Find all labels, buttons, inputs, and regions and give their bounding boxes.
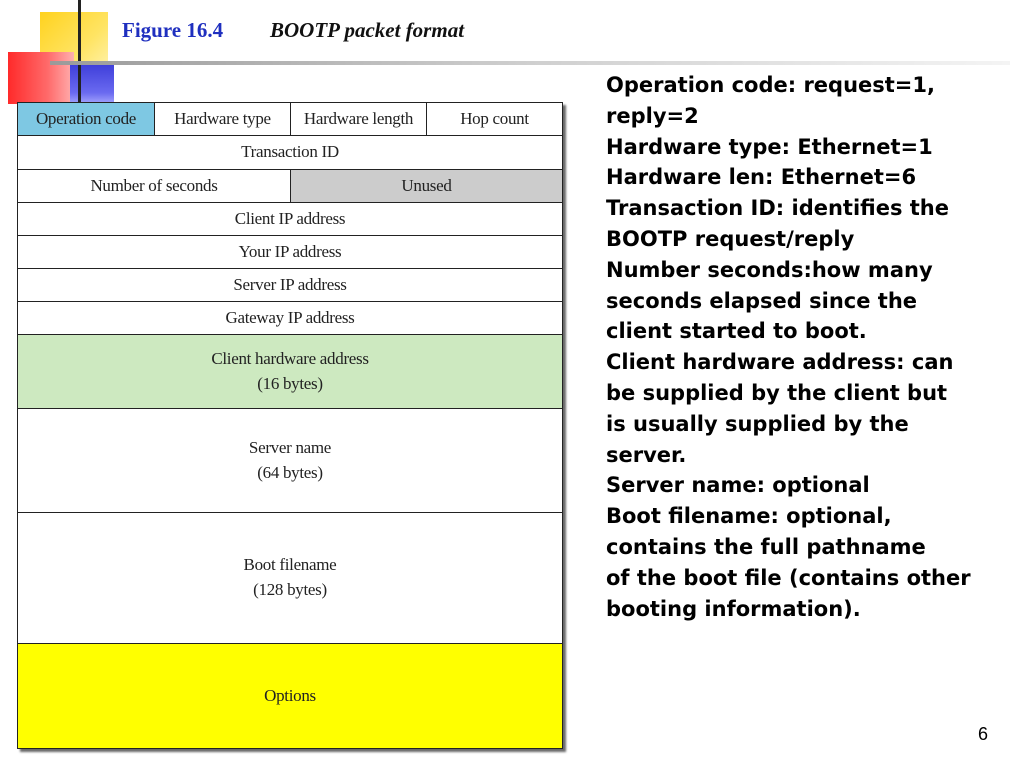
note-line: Operation code: request=1, bbox=[606, 73, 935, 97]
field-client-hardware-address-label: Client hardware address bbox=[211, 348, 369, 368]
note-line: be supplied by the client but bbox=[606, 380, 948, 405]
field-hop-count bbox=[427, 103, 562, 136]
note-line: contains the full pathname bbox=[606, 534, 926, 559]
note-line: BOOTP request/reply bbox=[606, 226, 855, 251]
field-server-name-label: Server name bbox=[248, 437, 332, 457]
field-gateway-ip-address-label: Gateway IP address bbox=[225, 307, 355, 327]
field-transaction-id-label: Transaction ID bbox=[241, 142, 339, 162]
field-client-ip-address-label: Client IP address bbox=[234, 208, 346, 228]
field-transaction-id bbox=[18, 136, 562, 170]
field-hardware-type-label: Hardware type bbox=[174, 108, 271, 128]
field-operation-code bbox=[18, 103, 155, 136]
field-options bbox=[18, 644, 562, 748]
note-line: Boot filename: optional, bbox=[606, 504, 892, 529]
field-boot-filename bbox=[18, 513, 562, 644]
field-boot-filename-size: (128 bytes) bbox=[253, 580, 327, 599]
field-hardware-type bbox=[155, 103, 291, 136]
field-client-ip-address bbox=[18, 203, 562, 236]
field-client-hardware-address bbox=[18, 335, 562, 409]
field-operation-code-label: Operation code bbox=[35, 108, 137, 128]
field-hardware-length-label: Hardware length bbox=[303, 108, 414, 128]
field-hardware-length bbox=[291, 103, 427, 136]
note-line: client started to boot. bbox=[606, 319, 867, 344]
title-underline bbox=[50, 61, 1010, 65]
field-number-of-seconds bbox=[18, 170, 291, 203]
decorative-vertical-line bbox=[78, 0, 81, 106]
field-server-ip-address bbox=[18, 269, 562, 302]
note-line: of the boot file (contains other bbox=[606, 565, 971, 590]
decorative-red-block bbox=[8, 52, 74, 104]
decorative-blue-block bbox=[70, 62, 114, 106]
bootp-packet-diagram bbox=[17, 102, 563, 749]
note-line: seconds elapsed since the bbox=[606, 288, 918, 313]
note-line: Transaction ID: identifies the bbox=[606, 196, 950, 221]
field-your-ip-address bbox=[18, 236, 562, 269]
note-line: reply=2 bbox=[606, 103, 699, 128]
note-line: booting information). bbox=[606, 596, 861, 621]
field-boot-filename-label: Boot filename bbox=[243, 555, 337, 575]
page-number: 6 bbox=[978, 724, 989, 744]
field-unused-label: Unused bbox=[401, 175, 452, 195]
field-your-ip-address-label: Your IP address bbox=[238, 241, 342, 261]
figure-number: Figure 16.4 bbox=[122, 18, 224, 42]
note-line: Hardware len: Ethernet=6 bbox=[606, 165, 917, 190]
field-unused bbox=[291, 170, 562, 203]
field-options-label: Options bbox=[264, 685, 316, 705]
field-gateway-ip-address bbox=[18, 302, 562, 335]
figure-caption: BOOTP packet format bbox=[270, 18, 465, 42]
field-number-of-seconds-label: Number of seconds bbox=[90, 175, 218, 195]
field-hop-count-label: Hop count bbox=[460, 108, 529, 128]
note-line: Server name: optional bbox=[606, 473, 870, 498]
field-server-name bbox=[18, 409, 562, 513]
field-server-ip-address-label: Server IP address bbox=[233, 274, 347, 294]
note-line: Number seconds:how many bbox=[606, 257, 933, 282]
field-descriptions bbox=[606, 70, 1016, 624]
note-line: Client hardware address: can bbox=[606, 350, 954, 375]
note-line: is usually supplied by the bbox=[606, 411, 909, 436]
field-client-hardware-address-size: (16 bytes) bbox=[257, 373, 323, 393]
note-line: server. bbox=[606, 442, 687, 467]
field-server-name-size: (64 bytes) bbox=[257, 462, 323, 482]
note-line: Hardware type: Ethernet=1 bbox=[606, 134, 933, 159]
